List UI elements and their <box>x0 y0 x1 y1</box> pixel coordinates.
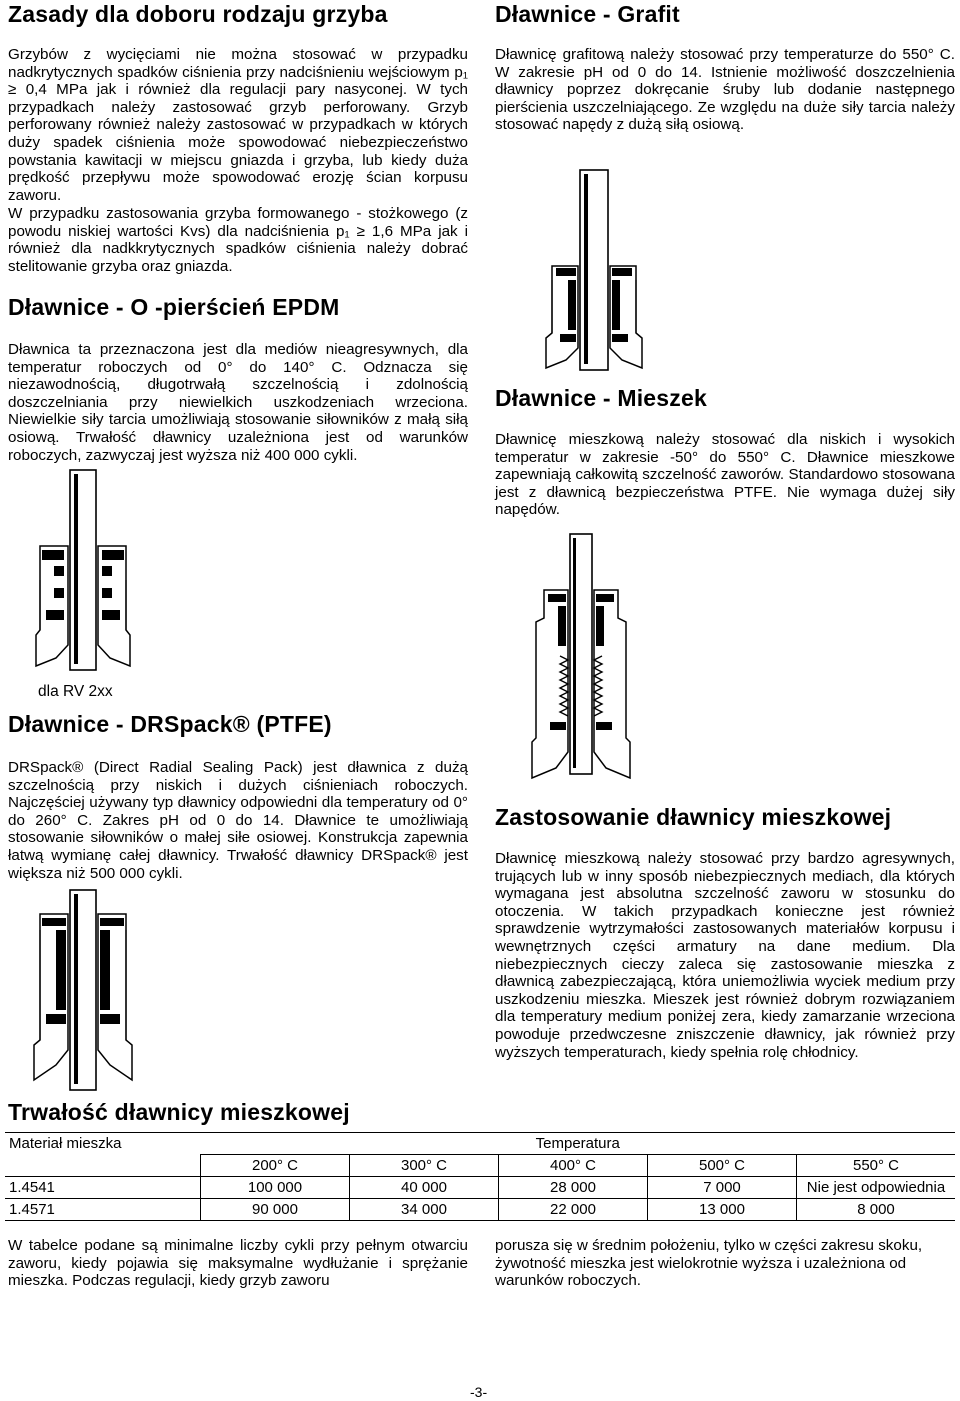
table-row <box>5 1199 955 1221</box>
caption-rv: dla RV 2xx <box>38 683 113 700</box>
col-material-header: Materiał mieszka <box>5 1133 201 1155</box>
value-cell: 28 000 <box>499 1177 648 1199</box>
title-mieszek: Dławnice - Mieszek <box>495 385 707 411</box>
gland-oring-drawing <box>28 470 133 675</box>
text-bottom-right: porusza się w średnim położeniu, tylko w części zakresu skoku, żywotność mieszka jest wielokrotnie wyższa i uzależniona od warunków roboczych. <box>495 1237 923 1290</box>
title-grzyb: Zasady dla doboru rodzaju grzyba <box>8 1 388 27</box>
text-grzyb-2: W przypadku zastosowania grzyba formowanego - stożkowego (z powodu niskiej wartości Kvs) dla nadciśnienia p₁ ≥ 1,6 MPa jak i również dla nadkkrytycznych spadków ciśnienia należy dobrać stelitowanie grzyba oraz gniazda. <box>8 205 468 275</box>
temp-cell: 200° C <box>201 1155 350 1177</box>
title-grafit: Dławnice - Grafit <box>495 1 680 27</box>
value-cell: 13 000 <box>648 1199 797 1221</box>
text-oring: Dławnica ta przeznaczona jest dla mediów nieagresywnych, dla temperatur roboczych od 0° do 140° C. Odznacza się niezawodnością, długotrwałą szczelnością i zdolnością doszczelniania przy niewielkich uszkodzeniach wrzeciona. Niewielkie siły tarcia umożliwiają stosowanie siłowników z małą siłą osiową. Trwałość dławnicy uzależniona jest od warunków roboczych, zazwyczaj jest wyższa niż 400 000 cykli. <box>8 341 468 464</box>
temp-cell: 500° C <box>648 1155 797 1177</box>
table-empty-cell <box>5 1155 201 1177</box>
value-cell: 40 000 <box>350 1177 499 1199</box>
text-grzyb: Grzybów z wycięciami nie można stosować w przypadku nadkrytycznych spadków ciśnienia przy nadciśnieniu wejściowym p₁ ≥ 0,4 MPa jak i również dla regulacji pary nasyconej. W tych przypadkach należy zastosować grzyb perforowany. Grzyb perforowany również należy zastosować w przypadkach w których duży spadek ciśnienia może spowodować niebezpieczeństwo powstania kawitacji w miejscu gniazda i grzyba, lub kiedy duża prędkość przepływu może spowodować erozję ścian korpusu zaworu. <box>8 46 468 204</box>
title-drspack: Dławnice - DRSpack® (PTFE) <box>8 711 332 737</box>
text-mieszek: Dławnicę mieszkową należy stosować dla niskich i wysokich temperatur w zakresie -50° do 550° C. Dławnice mieszkowe zapewniają całkowitą szczelność zaworów. Standardowo stosowana jest z dławnicą bezpieczeństwa PTFE. Nie wymaga dużej siły napędów. <box>495 431 955 519</box>
value-cell: Nie jest odpowiednia <box>797 1177 956 1199</box>
value-cell: 7 000 <box>648 1177 797 1199</box>
gland-graphite-drawing <box>542 168 650 378</box>
temp-cell: 550° C <box>797 1155 956 1177</box>
page-number: -3- <box>470 1384 488 1400</box>
temp-cell: 400° C <box>499 1155 648 1177</box>
text-grafit: Dławnicę grafitową należy stosować przy temperaturze do 550° C. W zakresie pH od 0 do 14. Istnienie możliwość doszczelnienia dławnicy poprzez dokręcanie śruby lub dodanie następnego pierścienia uszczelniającego. Ze względu na duże siły tarcia należy stosować napędy z dużą siłą osiową. <box>495 46 955 134</box>
value-cell: 34 000 <box>350 1199 499 1221</box>
material-cell: 1.4541 <box>5 1177 201 1199</box>
value-cell: 22 000 <box>499 1199 648 1221</box>
text-drspack: DRSpack® (Direct Radial Sealing Pack) jest dławnica z dużą szczelnością przy niskich i dużych ciśnieniach roboczych. Najczęściej używany typ dławnicy odpowiedni dla temperatury od 0° do 260° C. Zakres pH od 0 do 14. Dławnice te umożliwiają stosowanie siłowników o małej siłe osiowej. Konstrukcja zapewnia łatwą wymianę całej dławnicy. Trwałość dławnicy DRSpack® jest większa niż 500 000 cykli. <box>8 759 468 882</box>
durability-table <box>5 1132 955 1221</box>
material-cell: 1.4571 <box>5 1199 201 1221</box>
gland-drspack-drawing <box>26 890 136 1090</box>
text-zastosowanie: Dławnicę mieszkową należy stosować przy bardzo agresywnych, trujących lub w inny sposób niebezpiecznych mediach, dla których wymagana jest absolutna szczelność zaworu w stosunku do otoczenia. W takich przypadkach konieczne jest również sprawdzenie wytrzymałości zastosowanych materiałów korpusu i wewnętrznych części armatury na dane medium. Dla niebezpiecznych cieczy zaleca się zastosowanie mieszka z dławnicą zabezpieczającą, która uniemożliwia wyciek medium przy uszkodzeniu mieszka. Mieszek jest również dobrym rozwiązaniem dla temperatury medium poniżej zera, kiedy zamarzanie wrzeciona powoduje przedwczesne zniszczenie dławnicy, jak również przy wyższych temperaturach, kiedy spełnia rolę chłodnicy. <box>495 850 955 1061</box>
value-cell: 90 000 <box>201 1199 350 1221</box>
title-oring: Dławnice - O -pierścień EPDM <box>8 294 340 320</box>
table-row <box>5 1177 955 1199</box>
table-temps-row <box>5 1155 955 1177</box>
temp-cell: 300° C <box>350 1155 499 1177</box>
table-header-row <box>5 1133 955 1155</box>
value-cell: 100 000 <box>201 1177 350 1199</box>
col-temperature-header: Temperatura <box>201 1133 956 1155</box>
gland-bellows-drawing <box>522 532 642 782</box>
title-zastosowanie: Zastosowanie dławnicy mieszkowej <box>495 804 892 830</box>
text-bottom-left: W tabelce podane są minimalne liczby cykli przy pełnym otwarciu zaworu, kiedy pojawia się maksymalne wydłużanie i sprężanie mieszka. Podczas regulacji, kiedy grzyb zaworu <box>8 1237 468 1290</box>
title-trwalosc: Trwałość dławnicy mieszkowej <box>8 1099 350 1125</box>
value-cell: 8 000 <box>797 1199 956 1221</box>
